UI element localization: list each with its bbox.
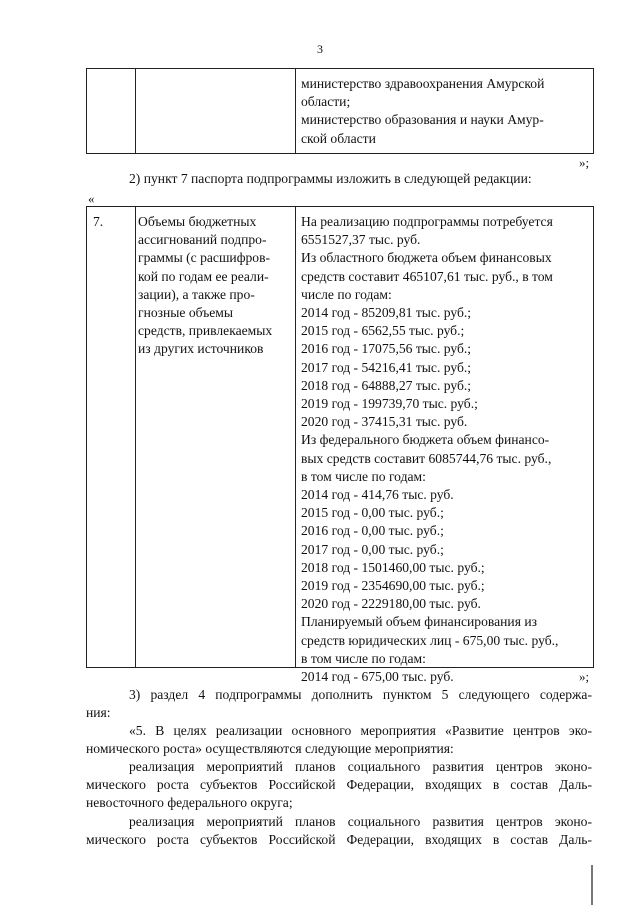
content-line: Планируемый объем финансирования из (301, 614, 537, 630)
label-line: из других источников (138, 341, 264, 357)
label-line: граммы (с расшифров- (138, 250, 271, 266)
content-line: средств юридических лиц - 675,00 тыс. руб., (301, 632, 559, 648)
content-line: 2016 год - 17075,56 тыс. руб.; (301, 341, 472, 357)
measure-b-paragraph (86, 813, 592, 849)
content-line: области; (301, 94, 351, 110)
content-line: 2016 год - 0,00 тыс. руб.; (301, 523, 444, 539)
content-line: 2014 год - 675,00 тыс. руб. (301, 669, 454, 685)
content-line: вых средств составит 6085744,76 тыс. руб., (301, 450, 552, 466)
content-line: 2018 год - 64888,27 тыс. руб.; (301, 377, 472, 393)
content-line: 2014 год - 414,76 тыс. руб. (301, 487, 454, 503)
content-line: средств составит 465107,61 тыс. руб., в том (301, 268, 553, 284)
row-label (138, 213, 292, 359)
measure-a-paragraph (86, 758, 592, 813)
content-line: числе по годам: (301, 286, 392, 302)
text-line: реализация мероприятий планов социального развития центров эконо- (129, 814, 592, 829)
point-5-paragraph (86, 722, 592, 758)
close-quote: »; (579, 669, 590, 684)
content-line: ской области (301, 130, 376, 146)
label-line: кой по годам ее реали- (138, 268, 269, 284)
content-line: 2015 год - 6562,55 тыс. руб.; (301, 323, 465, 339)
content-line: Из областного бюджета объем финансовых (301, 250, 552, 266)
content-line: в том числе по годам: (301, 468, 426, 484)
content-line: 2020 год - 37415,31 тыс. руб. (301, 414, 468, 430)
label-line: средств, привлекаемых (138, 323, 273, 339)
open-quote: « (88, 191, 95, 206)
content-line: 2017 год - 54216,41 тыс. руб.; (301, 359, 472, 375)
scan-edge-mark (591, 865, 593, 905)
table-passport-item-7 (86, 206, 594, 685)
label-line: ассигнований подпро- (138, 232, 267, 248)
content-line: Из федерального бюджета объем финансо- (301, 432, 550, 448)
row-content (301, 213, 589, 686)
content-line: 2017 год - 0,00 тыс. руб.; (301, 541, 444, 557)
table-continued (86, 68, 594, 154)
column-divider (295, 207, 296, 667)
content-line: в том числе по годам: (301, 650, 426, 666)
content-line: 2014 год - 85209,81 тыс. руб.; (301, 305, 472, 321)
label-line: Объемы бюджетных (138, 214, 257, 229)
content-line: 2019 год - 2354690,00 тыс. руб.; (301, 578, 485, 594)
content-line: 2020 год - 2229180,00 тыс. руб. (301, 596, 481, 612)
item-3-paragraph (86, 686, 592, 722)
close-quote: »; (579, 155, 590, 170)
text-line: мического роста субъектов Российской Федерации, входящих в состав Даль- (86, 832, 592, 848)
text-line: мического роста субъектов Российской Федерации, входящих в состав Даль- (86, 777, 592, 793)
text-line: номического роста» осуществляются следующие мероприятия: (86, 741, 454, 757)
content-line: 2018 год - 1501460,00 тыс. руб.; (301, 559, 485, 575)
column-divider (135, 207, 136, 667)
text-line: реализация мероприятий планов социального развития центров эконо- (129, 759, 592, 774)
content-line: 6551527,37 тыс. руб. (301, 232, 421, 248)
row-number: 7. (93, 214, 104, 229)
page-number: 3 (317, 42, 323, 56)
label-line: гнозные объемы (138, 305, 234, 321)
text-line: ния: (86, 705, 111, 721)
text-line: «5. В целях реализации основного мероприятия «Развитие центров эко- (129, 723, 592, 738)
text-line: 3) раздел 4 подпрограммы дополнить пунктом 5 следующего содержа- (129, 687, 592, 702)
text-line: невосточного федерального округа; (86, 795, 293, 811)
column-divider (135, 69, 136, 153)
table-continued-content (301, 75, 589, 148)
column-divider (295, 69, 296, 153)
content-line: министерство здравоохранения Амурской (301, 76, 545, 91)
content-line: На реализацию подпрограммы потребуется (301, 214, 553, 229)
content-line: министерство образования и науки Амур- (301, 112, 544, 128)
content-line: 2019 год - 199739,70 тыс. руб.; (301, 396, 478, 412)
content-line: 2015 год - 0,00 тыс. руб.; (301, 505, 444, 521)
item-2-text: 2) пункт 7 паспорта подпрограммы изложить в следующей редакции: (129, 171, 532, 186)
label-line: зации), а также про- (138, 286, 255, 302)
